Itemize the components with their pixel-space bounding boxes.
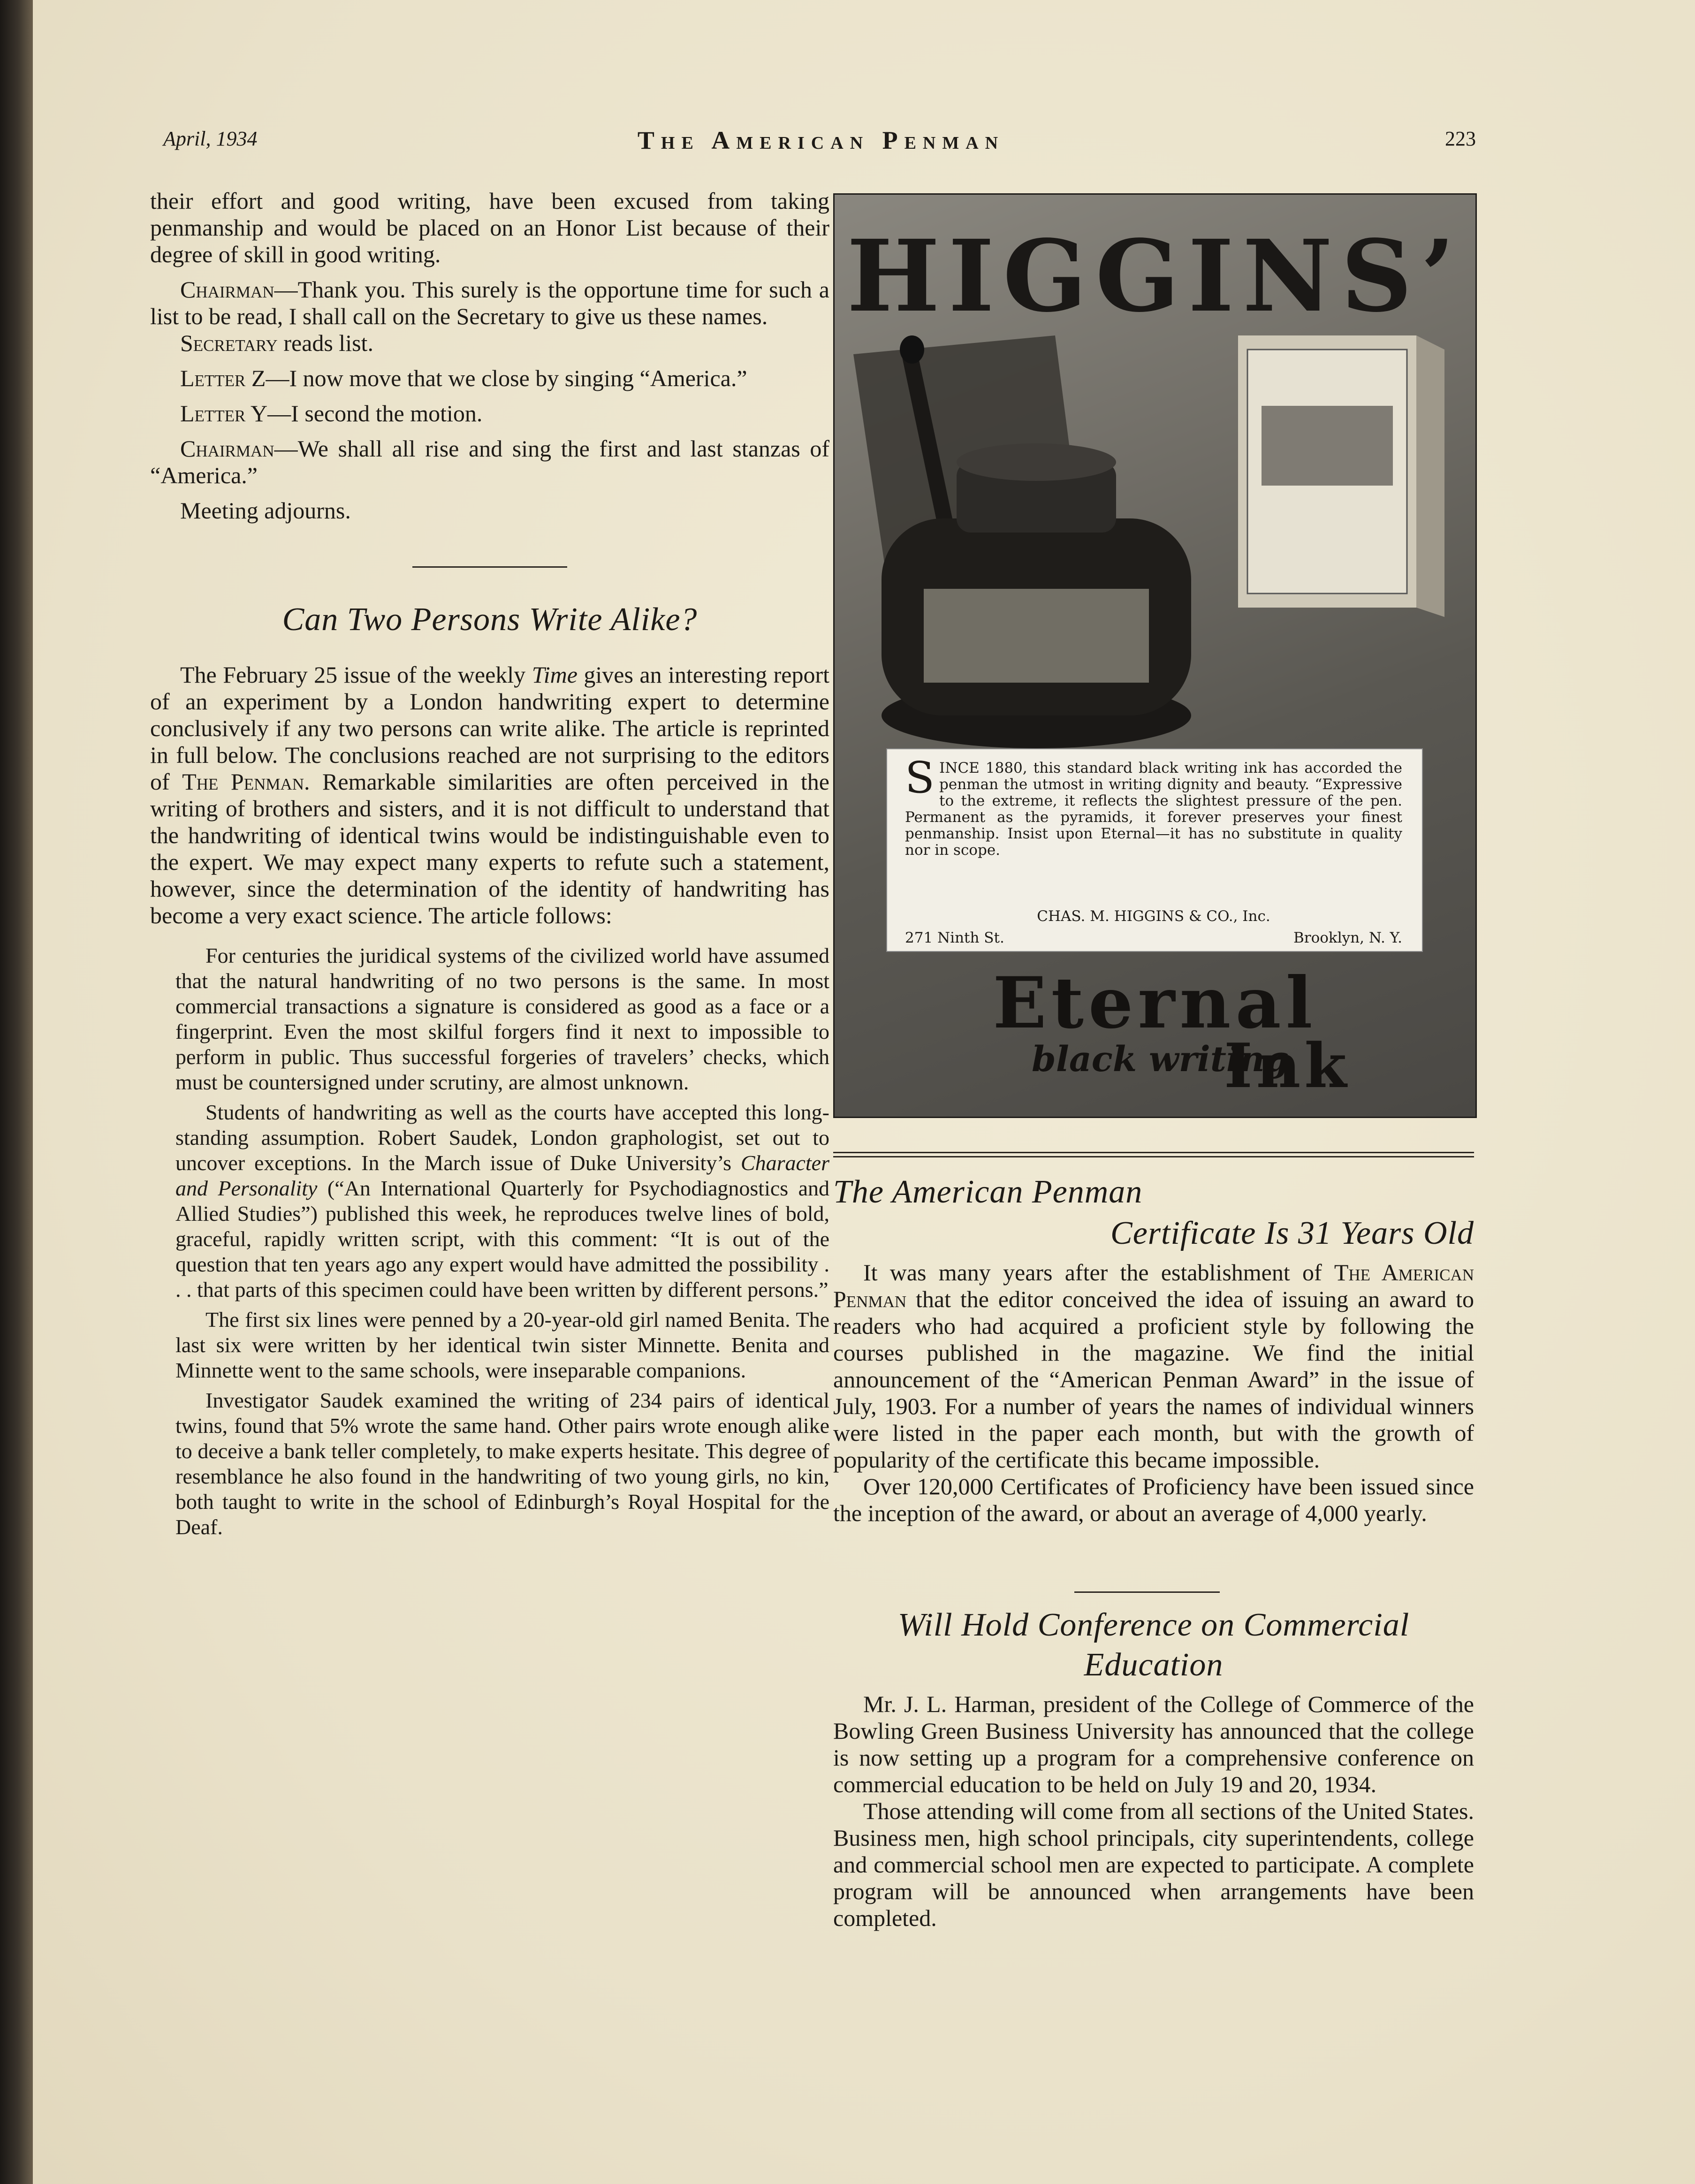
- text-span: that the editor conceived the idea of issuing an award to readers who had acquired a proficient style by following the courses published in the magazine. We find the initial announcement of the “American Penman Award” in the issue of July, 1903. For a number of years the names of individual winners were listed in the paper each month, but with the growth of popularity of the certificate this became impossible.: [833, 1286, 1474, 1473]
- magazine-page: [33, 0, 1695, 2184]
- higgins-ink-advertisement: [833, 193, 1477, 1118]
- speaker-label: Secretary: [180, 330, 278, 356]
- article-paragraph: Over 120,000 Certificates of Proficiency have been issued since the inception of the award, or about an average of 4,000 yearly.: [833, 1473, 1474, 1526]
- left-column: [150, 188, 829, 1540]
- text-span: . Remarkable similarities are often perceived in the writing of brothers and sisters, and it is not difficult to understand that the handwriting of identical twins would be indistinguishable even to the expert. We may expect many experts to refute such a statement, however, since the determination of the identity of handwriting has become a very exact science. The article follows:: [150, 769, 829, 928]
- ad-signature: [905, 908, 1402, 946]
- double-rule-divider: [833, 1152, 1474, 1157]
- dialogue-chairman-2: [150, 435, 829, 489]
- article-intro: [150, 662, 829, 929]
- ad-brand-title: HIGGINS’: [846, 218, 1464, 334]
- quote-paragraph: The first six lines were penned by a 20-year-old girl named Benita. The last six were written by her identical twin sister Minnette. Benita and Minnette went to the same schools, were inseparable companions.: [175, 1308, 829, 1382]
- dialogue-text: —Thank you. This surely is the opportune time for such a list to be read, I shall call on the Secretary to give us these names.: [150, 276, 829, 329]
- dialogue-text: —I now move that we close by singing “America.”: [266, 365, 747, 391]
- speaker-label: Letter Y: [180, 400, 268, 426]
- drop-cap: S: [905, 753, 935, 803]
- section-divider: [1074, 1591, 1220, 1593]
- magazine-name: The American Penman: [833, 1259, 1474, 1312]
- article-certificate: [833, 1259, 1474, 1527]
- dialogue-text: —I second the motion.: [267, 400, 483, 426]
- speaker-label: Chairman: [180, 276, 274, 303]
- dialogue-letter-y: [150, 400, 829, 427]
- ad-city: Brooklyn, N. Y.: [1293, 929, 1402, 946]
- paragraph-continuation: their effort and good writing, have been excused from taking penmanship and would be placed on an Honor List because of their degree of skill in good writing.: [150, 188, 829, 267]
- magazine-title: The American Penman: [637, 126, 1005, 154]
- text-span: It was many years after the establishment of: [863, 1259, 1334, 1286]
- speaker-label: Chairman: [180, 435, 274, 462]
- ad-copy-text: [905, 753, 1402, 859]
- article-heading-penman-line1: The American Penman: [833, 1174, 1143, 1210]
- article-heading-conference-line1: Will Hold Conference on Commercial: [897, 1607, 1410, 1643]
- dialogue-secretary: [150, 330, 829, 357]
- text-span: (“An International Quarterly for Psychodiagnostics and Allied Studies”) published this week, he reproduces twelve lines of bold, graceful, rapidly written script, with this comment: “It is out of the question that ten years ago any expert would have admitted the possibility . . . that parts of this specimen could have been written by different persons.”: [175, 1176, 830, 1301]
- reprinted-article: [175, 943, 829, 1540]
- text-span: The February 25 issue of the weekly: [180, 662, 532, 688]
- issue-date: April, 1934: [163, 127, 258, 150]
- magazine-name-time: Time: [532, 662, 578, 688]
- ad-company: CHAS. M. HIGGINS & CO., Inc.: [1037, 908, 1270, 925]
- dialogue-chairman-1: [150, 276, 829, 330]
- quote-paragraph: Investigator Saudek examined the writing of 234 pairs of identical twins, found that 5% wrote the same hand. Other pairs wrote enough alike to deceive a bank teller completely, to make experts hesitate. This degree of resemblance he also found in the handwriting of two young girls, no kin, both taught to write in the school of Edinburgh’s Royal Hospital for the Deaf.: [175, 1388, 829, 1539]
- article-paragraph: Those attending will come from all sections of the United States. Business men, high school principals, city superintendents, college and commercial school men are expected to participate. A complete program will be announced when arrangements have been completed.: [833, 1798, 1474, 1931]
- meeting-adjourns: Meeting adjourns.: [180, 497, 351, 524]
- quote-paragraph: For centuries the juridical systems of the civilized world have assumed that the natural handwriting of no two persons is the same. In most commercial transactions a signature is considered as good as a face or a fingerprint. Even the most skilful forgers find it next to impossible to perform in public. Thus successful forgeries of travelers’ checks, which must be countersigned under scrutiny, are almost unknown.: [175, 944, 829, 1094]
- article-heading-conference-line2: Education: [1084, 1647, 1224, 1683]
- magazine-name-penman: The Penman: [182, 769, 304, 795]
- section-divider: [412, 566, 567, 568]
- ad-black-writing: black writing: [1032, 1039, 1289, 1080]
- ad-body: INCE 1880, this standard black writing ink has accorded the penman the utmost in writing dignity and beauty. “Expressive to the extreme, it reflects the slightest pressure of the pen. Permanent as the pyramids, it forever preserves your finest penmanship. Insist upon Eternal—it has no substitute in quality nor in scope.: [905, 760, 1402, 859]
- dialogue-letter-z: [150, 365, 829, 392]
- article-paragraph: [833, 1259, 1474, 1473]
- text-span: gives an interesting report of an experiment by a London handwriting expert to determine conclusively if any two persons can write alike. The article is reprinted in full below. The conclusions reached are not surprising to the editors of: [150, 662, 829, 795]
- article-conference: [833, 1691, 1474, 1932]
- speaker-label: Letter Z: [180, 365, 266, 391]
- text-span: Students of handwriting as well as the courts have accepted this long-standing assumption. Robert Saudek, London graphologist, set out to uncover exceptions. In the March issue of Duke University’s: [175, 1100, 829, 1175]
- ad-address-row: [905, 929, 1402, 946]
- quote-paragraph: [175, 1100, 829, 1302]
- article-heading-twins: Can Two Persons Write Alike?: [282, 601, 698, 638]
- book-spine: [0, 0, 33, 2184]
- dialogue-text: reads list.: [277, 330, 373, 356]
- page-number: 223: [1445, 127, 1476, 150]
- dialogue-text: —We shall all rise and sing the first and last stanzas of “America.”: [150, 435, 829, 488]
- article-paragraph: Mr. J. L. Harman, president of the College of Commerce of the Bowling Green Business University has announced that the college is now setting up a program for a comprehensive conference on commercial education to be held on July 19 and 20, 1934.: [833, 1691, 1474, 1797]
- journal-title: Character and Personality: [175, 1151, 829, 1200]
- article-heading-penman-line2: Certificate Is 31 Years Old: [1110, 1215, 1474, 1251]
- ad-ink-wordmark: Ink: [1224, 1030, 1351, 1102]
- ad-eternal-wordmark: Eternal: [993, 962, 1317, 1044]
- ad-street: 271 Ninth St.: [905, 929, 1004, 946]
